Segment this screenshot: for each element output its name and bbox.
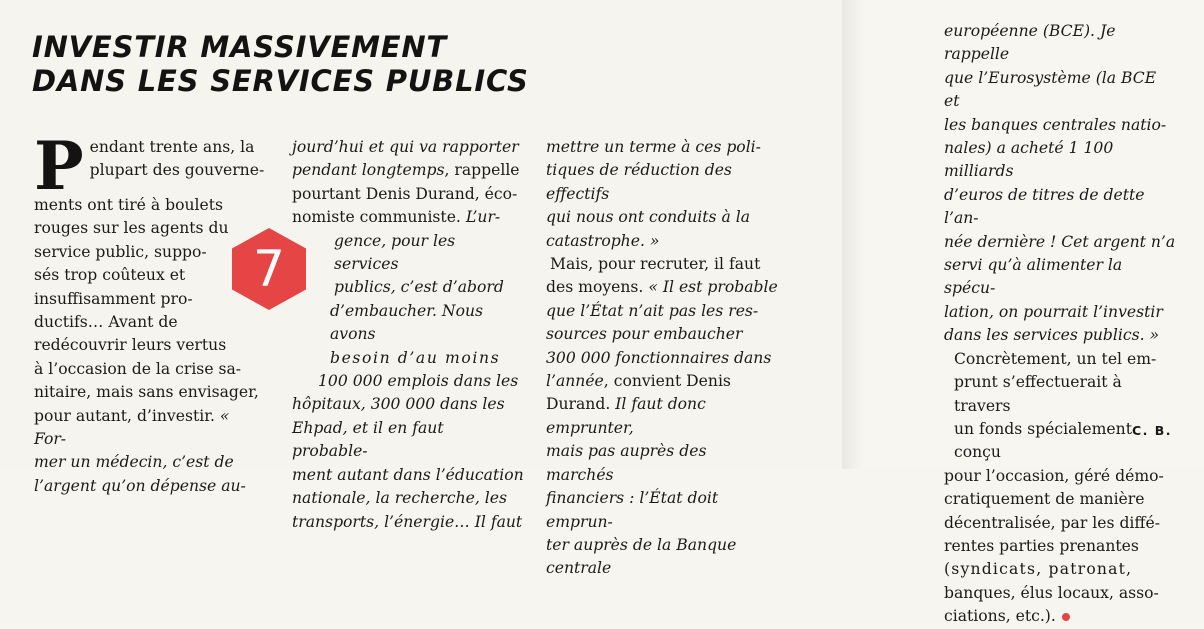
- number-badge: [226, 226, 312, 312]
- line-plain: nomiste communiste.: [292, 208, 466, 227]
- line: que l’État n’ait pas les res-: [546, 301, 759, 320]
- line: ter auprès de la Banque centrale: [546, 535, 737, 578]
- line: ments ont tiré à boulets: [34, 196, 223, 214]
- line: prunt s’effectuerait à travers: [954, 373, 1122, 415]
- line: plupart des gouverne-: [89, 161, 265, 180]
- line: pourtant Denis Durand, éco-: [292, 184, 518, 203]
- line: redécouvrir leurs vertus: [34, 336, 227, 355]
- line: jourd’hui et qui va rapporter: [292, 138, 519, 156]
- line: l’argent qu’on dépense au-: [34, 476, 246, 495]
- line: [292, 159, 524, 182]
- line-italic: pendant longtemps: [292, 161, 445, 180]
- line: [944, 605, 1176, 628]
- line: (syndicats, patronat,: [944, 560, 1133, 579]
- line: ment autant dans l’éducation: [292, 465, 524, 484]
- line-plain: des moyens.: [546, 278, 649, 297]
- line-plain: Durand.: [546, 395, 616, 414]
- line-plain: , convient Denis: [603, 372, 731, 391]
- line: service public, suppo-: [34, 242, 207, 261]
- line: née dernière ! Cet argent n’a: [944, 232, 1176, 251]
- line: d’embaucher. Nous avons: [330, 301, 484, 344]
- line: Mais, pour recruter, il faut: [550, 255, 761, 274]
- line: mer un médecin, c’est de: [34, 453, 234, 472]
- line: servi qu’à alimenter la spécu-: [944, 256, 1123, 298]
- text-column-4: [944, 20, 1176, 629]
- line: nales) a acheté 1 100 milliards: [944, 139, 1114, 181]
- line: européenne (BCE). Je rappelle: [944, 22, 1116, 64]
- line: [292, 206, 524, 229]
- line: que l’Eurosystème (la BCE et: [944, 68, 1157, 111]
- line: gence, pour les services: [334, 231, 456, 274]
- end-of-article-dot: [1062, 613, 1070, 621]
- line: besoin d’au moins: [330, 348, 501, 367]
- line: publics, c’est d’abord: [334, 278, 504, 297]
- line: mettre un terme à ces poli-: [546, 138, 761, 156]
- text-column-3: [546, 136, 778, 581]
- line: lation, on pourrait l’investir: [944, 302, 1163, 321]
- line: pour l’occasion, géré démo-: [944, 466, 1164, 485]
- line: cratiquement de manière: [944, 490, 1145, 509]
- line: à l’occasion de la crise sa-: [34, 359, 242, 378]
- article-headline: [32, 30, 592, 98]
- badge-number: 7: [253, 240, 285, 298]
- headline-line-1: INVESTIR MASSIVEMENT: [32, 30, 448, 64]
- author-signature: C. B.: [1132, 423, 1173, 438]
- drop-cap: P: [34, 127, 84, 205]
- line: nitaire, mais sans envisager,: [34, 383, 259, 402]
- headline-line-2: DANS LES SERVICES PUBLICS: [32, 64, 529, 98]
- line: mais pas auprès des marchés: [546, 442, 707, 484]
- line-plain: pour autant, d’investir.: [34, 406, 220, 425]
- line: catastrophe. »: [546, 231, 660, 250]
- line: un fonds spécialement conçu: [954, 419, 1132, 462]
- line-plain: ciations, etc.).: [944, 607, 1056, 626]
- line: rentes parties prenantes: [944, 536, 1139, 555]
- line-italic: L’ur-: [465, 208, 501, 227]
- line-italic: « Il est probable: [648, 278, 778, 297]
- line: 300 000 fonctionnaires dans: [546, 348, 772, 367]
- line: hôpitaux, 300 000 dans les: [292, 395, 505, 414]
- page-gutter: [842, 0, 864, 469]
- line: sources pour embaucher: [546, 325, 743, 344]
- line: décentralisée, par les diffé-: [944, 513, 1160, 532]
- line: financiers : l’État doit emprun-: [546, 489, 719, 531]
- line: banques, élus locaux, asso-: [944, 583, 1159, 602]
- line: 100 000 emplois dans les: [318, 372, 519, 391]
- line: Concrètement, un tel em-: [954, 349, 1157, 368]
- line: ductifs… Avant de: [34, 313, 178, 332]
- line: [546, 393, 778, 440]
- line: nationale, la recherche, les: [292, 489, 507, 508]
- line: dans les services publics. »: [944, 326, 1160, 345]
- line: tiques de réduction des effectifs: [546, 161, 732, 203]
- line: Ehpad, et il en faut probable-: [292, 418, 444, 461]
- line: rouges sur les agents du: [34, 219, 229, 238]
- line: d’euros de titres de dette l’an-: [944, 185, 1145, 228]
- line-italic: l’année: [546, 372, 604, 391]
- line-plain: , rappelle: [444, 161, 520, 180]
- text-column-2: [292, 136, 524, 534]
- line-italic: Il faut donc emprunter,: [546, 395, 706, 437]
- line: [34, 405, 266, 452]
- line: qui nous ont conduits à la: [546, 208, 750, 227]
- line: transports, l’énergie… Il faut: [292, 512, 523, 531]
- line: [546, 370, 778, 393]
- line: endant trente ans, la: [89, 138, 255, 156]
- line: insuffisamment pro-: [34, 289, 193, 308]
- line-italic: « For-: [34, 406, 230, 449]
- line: sés trop coûteux et: [34, 266, 186, 285]
- line: les banques centrales natio-: [944, 115, 1167, 134]
- text-column-1: [34, 127, 266, 498]
- line: [546, 276, 778, 299]
